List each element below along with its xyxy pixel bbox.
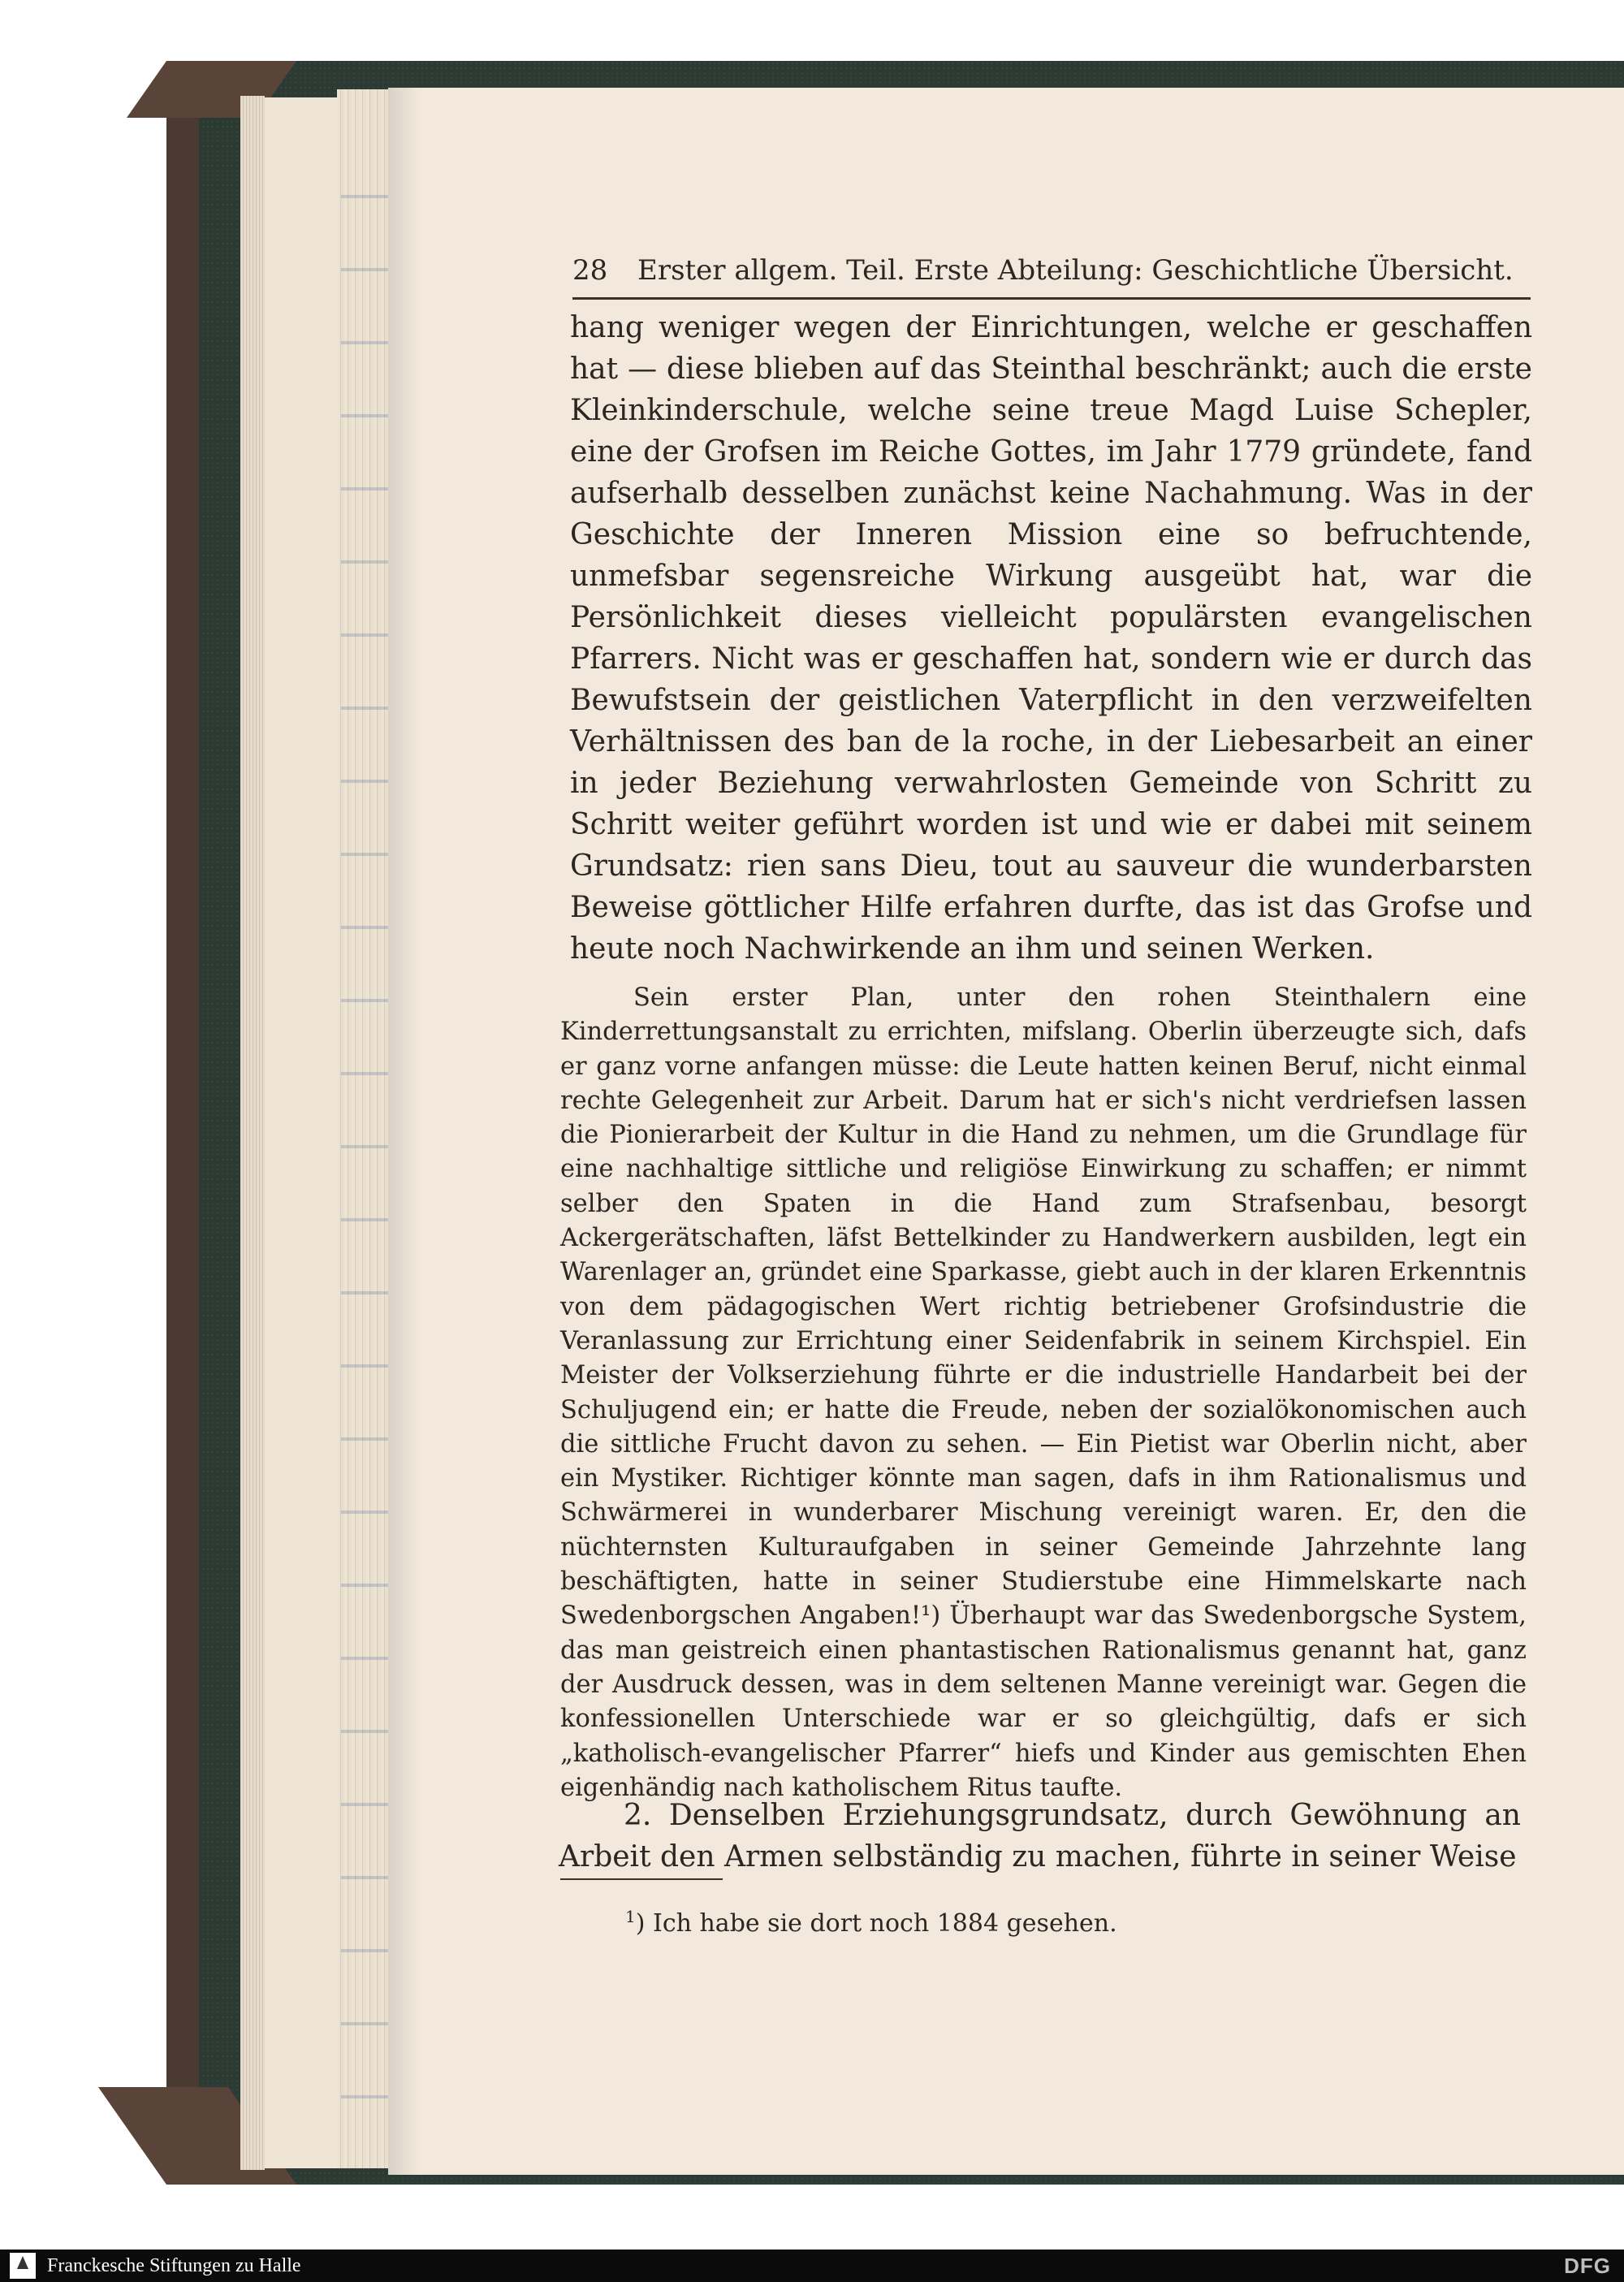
institution-logo-icon	[10, 2253, 36, 2279]
footnote-rule	[560, 1878, 723, 1880]
footnote-text: ) Ich habe sie dort noch 1884 gesehen.	[635, 1909, 1117, 1938]
cover-spine-edge	[166, 61, 199, 2185]
page-shadow	[388, 88, 421, 2175]
institution-name: Franckesche Stiftungen zu Halle	[47, 2255, 301, 2276]
running-title: Erster allgem. Teil. Erste Abteilung: Geschichtliche Übersicht.	[637, 254, 1514, 287]
main-paragraph: hang weniger wegen der Einrichtungen, welche er geschaffen hat — diese blieben auf das Steinthal beschränkt; auch die erste Kleinkinderschule, welche seine treue Magd Luise Schepler, eine der Grofsen im Reiche Gottes, im Jahr 1779 gründete, fand aufserhalb desselben zunächst keine Nachahmung. Was in der Geschichte der Inneren Mission eine so befruchtende, unmefsbar segensreiche Wirkung ausgeübt hat, war die Persönlichkeit dieses vielleicht populärsten evangelischen Pfarrers. Nicht was er geschaffen hat, sondern wie er durch das Bewufstsein der geistlichen Vaterpflicht in den verzweifelten Verhältnissen des ban de la roche, in der Liebesarbeit an einer in jeder Beziehung verwahrlosten Gemeinde von Schritt zu Schritt weiter geführt worden ist und wie er dabei mit seinem Grundsatz: rien sans Dieu, tout au sauveur die wunderbarsten Beweise göttlicher Hilfe erfahren durfte, das ist das Grofse und heute noch Nachwirkende an ihm und seinen Werken.	[570, 311, 1532, 966]
viewer-footer-bar	[0, 2250, 1624, 2282]
footnote-marker: 1	[625, 1907, 636, 1926]
header-rule	[572, 297, 1531, 300]
section-text	[559, 1795, 1521, 1878]
main-text	[570, 307, 1532, 970]
page-number: 28	[572, 254, 608, 287]
section-paragraph: 2. Denselben Erziehungsgrundsatz, durch Gewöhnung an Arbeit den Armen selbständig zu machen, führte in seiner Weise	[559, 1799, 1521, 1874]
footnote	[625, 1900, 1356, 1940]
running-header	[572, 252, 1514, 289]
dfg-logo: DFG	[1564, 2254, 1611, 2278]
flyleaf-page-edges	[240, 96, 265, 2170]
small-paragraph: Sein erster Plan, unter den rohen Steinthalern eine Kinderrettungsanstalt zu errichten, mifslang. Oberlin überzeugte sich, dafs er ganz vorne anfangen müsse: die Leute hatten keinen Beruf, nicht einmal rechte Gelegenheit zur Arbeit. Darum hat er sich's nicht verdriefsen lassen die Pionierarbeit der Kultur in die Hand zu nehmen, um die Grundlage für eine nachhaltige sittliche und religiöse Einwirkung zu schaffen; er nimmt selber den Spaten in die Hand zum Strafsenbau, besorgt Ackergerätschaften, läfst Bettelkinder zu Handwerkern ausbilden, legt ein Warenlager an, gründet eine Sparkasse, giebt auch in der klaren Erkenntnis von dem pädagogischen Wert richtig betriebener Grofsindustrie die Veranlassung zur Errichtung einer Seidenfabrik in seinem Kirchspiel. Ein Meister der Volkserziehung führte er die industrielle Handarbeit bei der Schuljugend ein; er hatte die Freude, neben der sozialökonomischen auch die sittliche Frucht davon zu sehen. — Ein Pietist war Oberlin nicht, aber ein Mystiker. Richtiger könnte man sagen, dafs in ihm Rationalismus und Schwärmerei in wunderbarer Mischung vereinigt waren. Er, den die nüchternsten Kulturaufgaben in seiner Gemeinde Jahrzehnte lang beschäftigten, hatte in seiner Studierstube eine Himmelskarte nach Swedenborgschen Angaben!¹) Überhaupt war das Swedenborgsche System, das man geistreich einen phantastischen Rationalismus genannt hat, ganz der Ausdruck dessen, was in dem seltenen Manne vereinigt war. Gegen die konfessionellen Unterschiede war er so gleichgültig, dafs er sich „katholisch-evangelischer Pfarrer“ hiefs und Kinder aus gemischten Ehen eigenhändig nach katholischem Ritus taufte.	[560, 983, 1527, 1802]
small-print-text	[560, 981, 1527, 1805]
gutter-bleed-marks	[341, 162, 390, 2111]
